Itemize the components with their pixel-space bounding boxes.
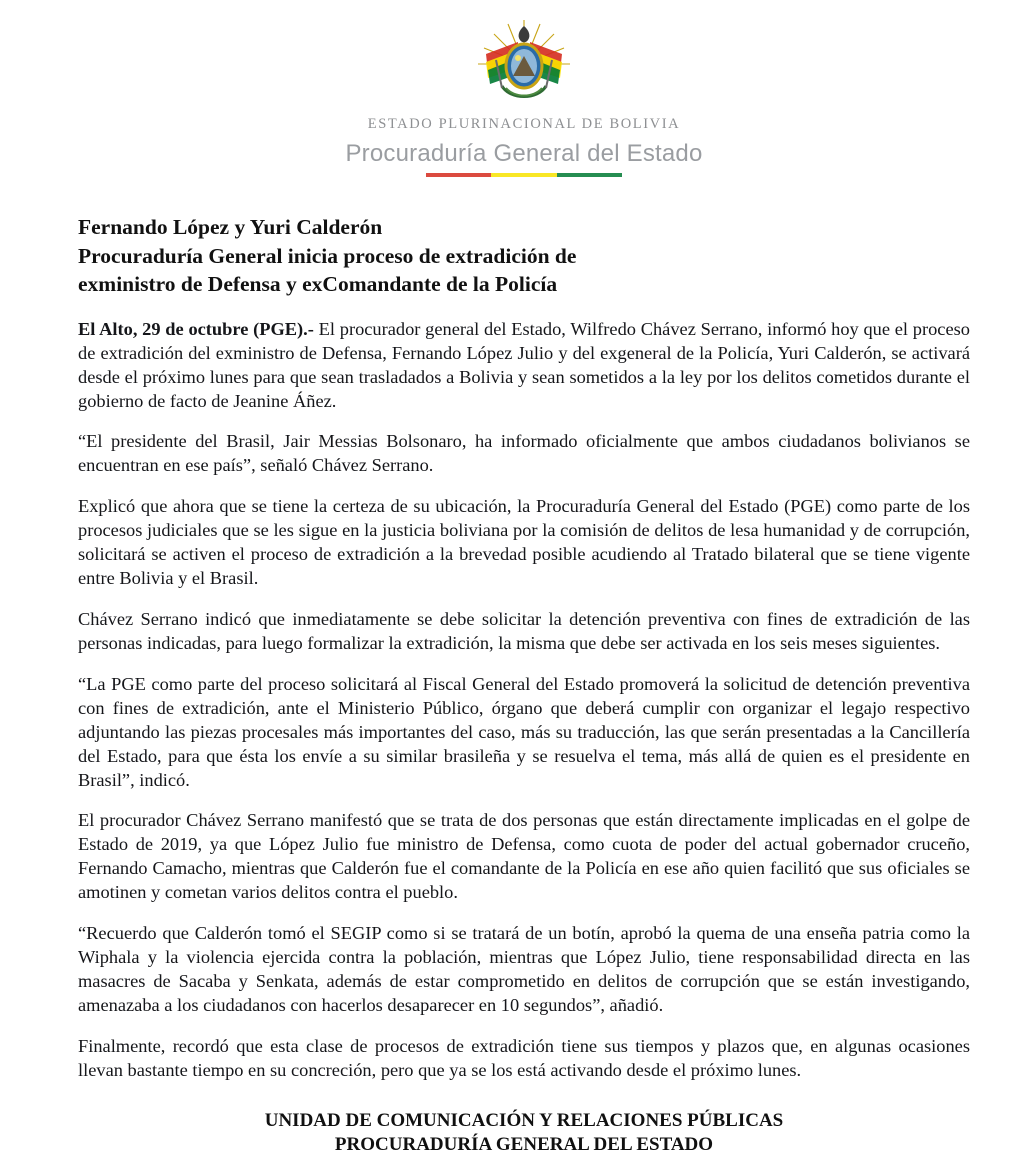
paragraph-lead: [78, 318, 970, 414]
dateline: El Alto, 29 de octubre (PGE).-: [78, 318, 314, 339]
paragraph: “Recuerdo que Calderón tomó el SEGIP como si se tratará de un botín, aprobó la quema de una enseña patria como la Wiphala y la violencia ejercida contra la población, mientras que López Julio, tiene responsabilidad directa en las masacres de Sacaba y Senkata, además de estar comprometido en delitos de corrupción que se están investigando, amenazaba a los ciudadanos con hacerlos desaparecer en 10 segundos”, añadió.: [78, 923, 970, 1015]
footer-line-2: PROCURADURÍA GENERAL DEL ESTADO: [334, 1133, 714, 1155]
headline-line-1: Fernando López y Yuri Calderón: [78, 215, 383, 239]
paragraph: “El presidente del Brasil, Jair Messias Bolsonaro, ha informado oficialmente que ambos ciudadanos bolivianos se encuentran en ese país”, señaló Chávez Serrano.: [78, 431, 970, 476]
headline-line-2: Procuraduría General inicia proceso de extradición de: [78, 243, 577, 268]
footer-line-1: UNIDAD DE COMUNICACIÓN Y RELACIONES PÚBLICAS: [264, 1109, 784, 1131]
paragraph: El procurador Chávez Serrano manifestó que se trata de dos personas que están directamente implicadas en el golpe de Estado de 2019, ya que López Julio fue ministro de Defensa, como cuota de poder del actual gobernador cruceño, Fernando Camacho, mientras que Calderón fue el comandante de la Policía en ese año quien facilitó que sus oficiales se amotinen y cometan varios delitos contra el pueblo.: [78, 810, 970, 903]
page-title: [78, 213, 970, 299]
bolivia-coat-of-arms-icon: [472, 18, 576, 114]
document-footer: [78, 1109, 970, 1157]
paragraph: Finalmente, recordó que esta clase de procesos de extradición tiene sus tiempos y plazos que, en algunas ocasiones llevan bastante tiempo en su concreción, pero que ya se los está activando desde el próximo lunes.: [78, 1035, 970, 1080]
letterhead: [78, 18, 970, 177]
paragraph-text: El procurador general del Estado, Wilfredo Chávez Serrano, informó hoy que el proceso de extradición del exministro de Defensa, Fernando López Julio y del exgeneral de la Policía, Yuri Calderón, se activará desde el próximo lunes para que sean trasladados a Bolivia y sean sometidos a la ley por los delitos cometidos durante el gobierno de facto de Jeanine Áñez.: [78, 318, 970, 411]
paragraph: “La PGE como parte del proceso solicitará al Fiscal General del Estado promoverá la solicitud de detención preventiva con fines de extradición, ante el Ministerio Público, órgano que deberá cumplir con organizar el legajo respectivo adjuntando las piezas procesales más importantes del caso, más su traducción, las que serán presentadas a la Cancillería del Estado, para que ésta los envíe a su similar brasileña y se resuelva el tema, más allá de quien es el presidente en Brasil”, indicó.: [78, 673, 970, 790]
paragraph: Chávez Serrano indicó que inmediatamente se debe solicitar la detención preventiva con fines de extradición de las personas indicadas, para luego formalizar la extradición, la misma que debe ser activada en los seis meses siguientes.: [78, 609, 970, 653]
institution-name: Procuraduría General del Estado: [345, 140, 703, 167]
headline-line-3: exministro de Defensa y exComandante de la Policía: [78, 272, 558, 297]
article-body: [78, 318, 970, 1083]
state-name-line: ESTADO PLURINACIONAL DE BOLIVIA: [367, 116, 681, 132]
paragraph: Explicó que ahora que se tiene la certeza de su ubicación, la Procuraduría General del Estado (PGE) como parte de los procesos judiciales que se les sigue en la justicia boliviana por la comisión de delitos de lesa humanidad y de corrupción, solicitará se activen el proceso de extradición a la brevedad posible acudiendo al Tratado bilateral que se tiene vigente entre Bolivia y el Brasil.: [78, 496, 970, 589]
tricolor-rule: [426, 173, 622, 177]
